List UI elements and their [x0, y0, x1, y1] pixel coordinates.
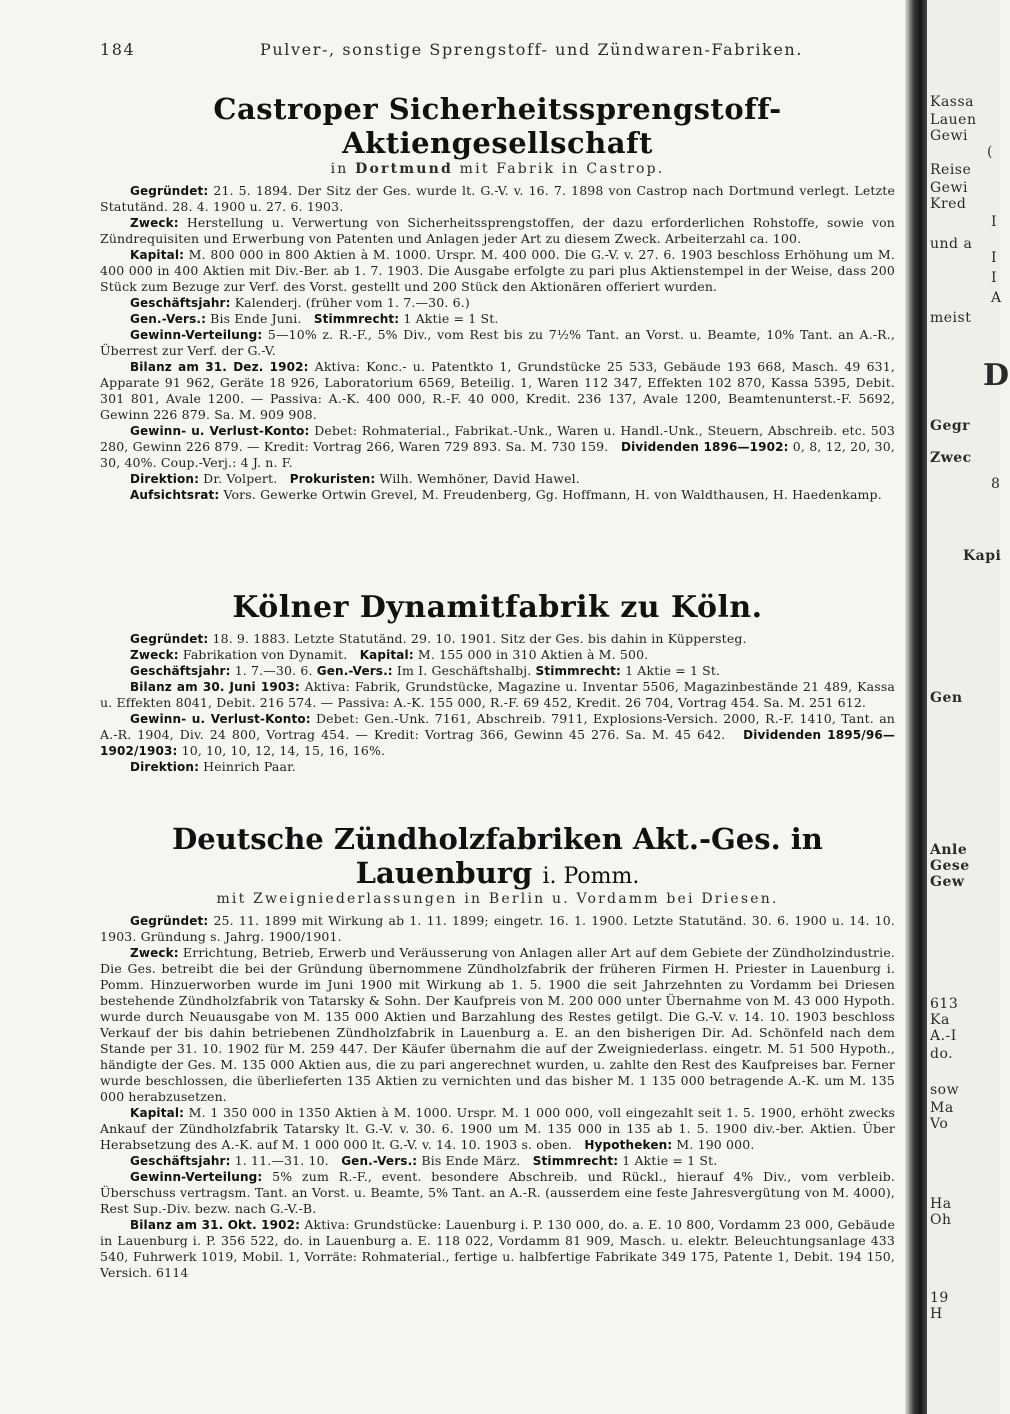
- fragment: 19: [930, 1290, 949, 1306]
- entry-founded: Gegründet: 18. 9. 1883. Letzte Statutänd. 29. 10. 1901. Sitz der Ges. bis dahin in Küppersteg.: [130, 631, 747, 646]
- fragment: D: [983, 358, 1010, 393]
- fragment: do.: [930, 1046, 954, 1062]
- entry-purpose: Zweck: Errichtung, Betrieb, Erwerb und Veräusserung von Anlagen aller Art auf dem Gebiete der Zündholzindustrie. Die Ges. betreibt die bei der Gründung übernommene Zündholzfabrik der früheren Firmen H. Priester in Lauenburg i. Pomm. Hinzuerworben wurde im Juni 1900 mit Wirkung ab 1. 5. 1900 die seit Jahrzehnten zu Vordamm bei Driesen bestehende Zündholzfabrik von Tatarsky & Sohn. Der Kaufpreis von M. 200 000 unter Übernahme von M. 43 000 Hypoth. wurde durch Neuausgabe von M. 135 000 Aktien und Barzahlung des Restes getilgt. Die G.-V. v. 14. 10. 1903 beschloss Verkauf der bis dahin betriebenen Zündholzfabrik in Lauenburg a. E. an den bisherigen Dir. Ad. Schönfeld nach dem Stande per 31. 10. 1902 für M. 259 447. Der Käufer übernahm die auf der Zweigniederlass. eingetr. M. 51 500 Hypoth., händigte der Ges. M. 135 000 Aktien aus, die zu pari angerechnet wurden, u. zahlte den Rest des Kaufpreises bar. Ferner wurde beschlossen, die überlieferten 135 Aktien zu vernichten und das bisher M. 1 135 000 betragende A.-K. um M. 135 000 herabzusetzen.: [100, 945, 896, 1104]
- fragment: A: [991, 290, 1002, 306]
- company-section-castrop: [100, 92, 895, 503]
- company-title: Kölner Dynamitfabrik zu Köln.: [232, 590, 763, 625]
- fragment: I: [991, 270, 998, 286]
- company-title: Castroper Sicherheitssprengstoff-Aktiengesellschaft: [213, 92, 782, 160]
- company-city: Dortmund: [355, 161, 454, 177]
- fragment: A.-I: [930, 1028, 957, 1044]
- fragment: Kassa: [930, 94, 975, 110]
- fragment: Gewi: [930, 128, 968, 144]
- fragment: Ma: [930, 1100, 954, 1116]
- company-section-lauenburg: [100, 822, 895, 1281]
- fragment: 8: [991, 476, 1001, 492]
- entry-balance-sheet: Bilanz am 31. Okt. 1902: Aktiva: Grundstücke: Lauenburg i. P. 130 000, do. a. E. 10 800, Vordamm 23 000, Gebäude in Lauenburg i. P. 356 522, do. in Lauenburg a. E. 118 022, Vordamm 81 909, Masch. u. elektr. Beleuchtungsanlage 433 540, Fuhrwerk 1019, Mobil. 1, Vorräte: Rohmaterial., fertige u. halbfertige Fabrikate 349 175, Patente 1, Debit. 194 150, Versich. 6114: [100, 1217, 896, 1280]
- company-subtitle: mit Zweigniederlassungen in Berlin u. Vordamm bei Driesen.: [216, 891, 779, 907]
- fragment: Lauen: [930, 112, 977, 128]
- page-number: 184: [100, 40, 136, 59]
- entry-founded: Gegründet: 25. 11. 1899 mit Wirkung ab 1. 11. 1899; eingetr. 16. 1. 1900. Letzte Statutänd. 30. 6. 1900 u. 14. 10. 1903. Gründung s. Jahrg. 1900/1901.: [100, 913, 896, 944]
- fragment: (: [987, 144, 993, 160]
- entry-management: Direktion: Heinrich Paar.: [130, 759, 296, 774]
- entry-fiscal-year: Geschäftsjahr: 1. 7.—30. 6. Gen.-Vers.: Im I. Geschäftshalbj. Stimmrecht: 1 Aktie = 1 St.: [130, 663, 721, 678]
- fragment: 613: [930, 996, 959, 1012]
- entry-purpose: Zweck: Fabrikation von Dynamit. Kapital: M. 155 000 in 310 Aktien à M. 500.: [130, 647, 649, 662]
- fragment: sow: [930, 1082, 960, 1098]
- entry-profit-distribution: Gewinn-Verteilung: 5% zum R.-F., event. besondere Abschreib. und Rückl., hierauf 4% Div., vom verbleib. Überschuss vertragsm. Tant. an Vorst. u. Beamte, 5% Tant. an A.-R. (ausserdem eine feste Jahresvergütung von M. 4000), Rest Sup.-Div. bezw. nach G.-V.-B.: [100, 1169, 896, 1216]
- fragment: Kapi: [963, 548, 1002, 564]
- fragment: Gewi: [930, 180, 968, 196]
- fragment: Gen: [930, 690, 963, 706]
- company-entries: [100, 183, 895, 503]
- fragment: Gew: [930, 874, 965, 890]
- fragment: Ka: [930, 1012, 950, 1028]
- company-entries: [100, 913, 895, 1281]
- company-section-koeln: [100, 590, 895, 775]
- entry-purpose: Zweck: Herstellung u. Verwertung von Sicherheitssprengstoffen, der dazu erforderlichen Rohstoffe, sowie von Zündrequisiten und Erwerbung von Patenten und Anlagen jeder Art zu diesem Zweck. Arbeiterzahl ca. 100.: [100, 215, 895, 246]
- company-title-suffix: i. Pomm.: [542, 864, 640, 889]
- entry-capital: Kapital: M. 800 000 in 800 Aktien à M. 1000. Urspr. M. 400 000. Die G.-V. v. 27. 6. 1903 beschloss Erhöhung um M. 400 000 in 400 Aktien mit Div.-Ber. ab 1. 7. 1903. Die Ausgabe erfolgte zu pari plus Aktienstempel in der Weise, dass 200 Stück zum Bezuge zur Verf. des Vorst. gestellt und 200 Stück den Aktionären offeriert wurden.: [100, 247, 895, 294]
- fragment: und a: [930, 236, 973, 252]
- entry-profit-loss: Gewinn- u. Verlust-Konto: Debet: Rohmaterial., Fabrikat.-Unk., Waren u. Handl.-Unk., Steuern, Abschreib. etc. 503 280, Gewinn 226 879. — Kredit: Vortrag 266, Waren 729 893. Sa. M. 730 159. Dividenden 1896—1902: 0, 8, 12, 20, 30, 30, 40%. Coup.-Verj.: 4 J. n. F.: [100, 423, 896, 470]
- fragment: Anle: [930, 842, 968, 858]
- fragment: Vo: [930, 1116, 949, 1132]
- entry-capital: Kapital: M. 1 350 000 in 1350 Aktien à M. 1000. Urspr. M. 1 000 000, voll eingezahlt seit 1. 5. 1900, erhöht zwecks Ankauf der Zündholzfabrik Tatarsky lt. G.-V. v. 30. 6. 1900 um M. 135 000 in 135 ab 1. 5. 1900 div.-ber. Aktien. Über Herabsetzung des A.-K. auf M. 1 000 000 lt. G.-V. v. 14. 10. 1903 s. oben. Hypotheken: M. 190 000.: [100, 1105, 895, 1152]
- running-header: [100, 40, 890, 64]
- fragment: Ha: [930, 1196, 952, 1212]
- fragment: Gegr: [930, 418, 971, 434]
- fragment: I: [991, 250, 998, 266]
- entry-profit-loss: Gewinn- u. Verlust-Konto: Debet: Gen.-Unk. 7161, Abschreib. 7911, Explosions-Versich. 2000, R.-F. 1410, Tant. an A.-R. 1904, Div. 24 800, Vortrag 454. — Kredit: Vortrag 366, Gewinn 45 276. Sa. M. 45 642. Dividenden 1895/96—1902/1903: 10, 10, 10, 12, 14, 15, 16, 16%.: [100, 711, 896, 758]
- entry-supervisory-board: Aufsichtsrat: Vors. Gewerke Ortwin Grevel, M. Freudenberg, Gg. Hoffmann, H. von Waldthausen, H. Haedenkamp.: [130, 487, 882, 502]
- entry-balance-sheet: Bilanz am 30. Juni 1903: Aktiva: Fabrik, Grundstücke, Magazine u. Inventar 5506, Magazinbestände 21 489, Kassa u. Effekten 8041, Debit. 216 574. — Passiva: A.-K. 155 000, R.-F. 69 452, Kredit. 26 704, Vortrag 454. Sa. M. 251 612.: [100, 679, 896, 710]
- entry-management: Direktion: Dr. Volpert. Prokuristen: Wilh. Wemhöner, David Hawel.: [130, 471, 580, 486]
- book-gutter: [905, 0, 927, 1414]
- fragment: Oh: [930, 1212, 952, 1228]
- fragment: H: [930, 1306, 943, 1322]
- fragment: meist: [930, 310, 972, 326]
- entry-profit-distribution: Gewinn-Verteilung: 5—10% z. R.-F., 5% Div., vom Rest bis zu 7½% Tant. an Vorst. u. Beamte, 10% Tant. an A.-R., Überrest zur Verf. der G.-V.: [100, 327, 895, 358]
- fragment: Zwec: [930, 450, 972, 466]
- fragment: Kred: [930, 196, 967, 212]
- adjacent-page-strip: [927, 0, 1010, 1414]
- entry-fiscal-year: Geschäftsjahr: Kalenderj. (früher vom 1. 7.—30. 6.): [130, 295, 470, 310]
- fragment: Gese: [930, 858, 970, 874]
- fragment: I: [991, 214, 998, 230]
- company-title: Deutsche Zündholzfabriken Akt.-Ges. in Lauenburg i. Pomm.: [172, 822, 823, 890]
- entry-founded: Gegründet: 21. 5. 1894. Der Sitz der Ges. wurde lt. G.-V. v. 16. 7. 1898 von Castrop nach Dortmund verlegt. Letzte Statutänd. 28. 4. 1900 u. 27. 6. 1903.: [100, 183, 895, 214]
- company-subtitle: in Dortmund mit Fabrik in Castrop.: [330, 161, 665, 177]
- entry-general-meeting: Gen.-Vers.: Bis Ende Juni. Stimmrecht: 1 Aktie = 1 St.: [130, 311, 499, 326]
- running-title: Pulver-, sonstige Sprengstoff- und Zündwaren-Fabriken.: [260, 40, 804, 59]
- entry-fiscal-year: Geschäftsjahr: 1. 11.—31. 10. Gen.-Vers.: Bis Ende März. Stimmrecht: 1 Aktie = 1 St.: [130, 1153, 718, 1168]
- company-entries: [100, 631, 895, 775]
- entry-balance-sheet: Bilanz am 31. Dez. 1902: Aktiva: Konc.- u. Patentkto 1, Grundstücke 25 533, Gebäude 193 668, Masch. 49 631, Apparate 91 962, Geräte 18 926, Laboratorium 6569, Beteilig. 1, Waren 112 347, Effekten 102 870, Kassa 5395, Debit. 301 801, Avale 1200. — Passiva: A.-K. 400 000, R.-F. 40 000, Kredit. 236 137, Avale 1200, Beamtenunterst.-F. 5692, Gewinn 226 879. Sa. M. 909 908.: [100, 359, 895, 422]
- fragment: Reise: [930, 162, 972, 178]
